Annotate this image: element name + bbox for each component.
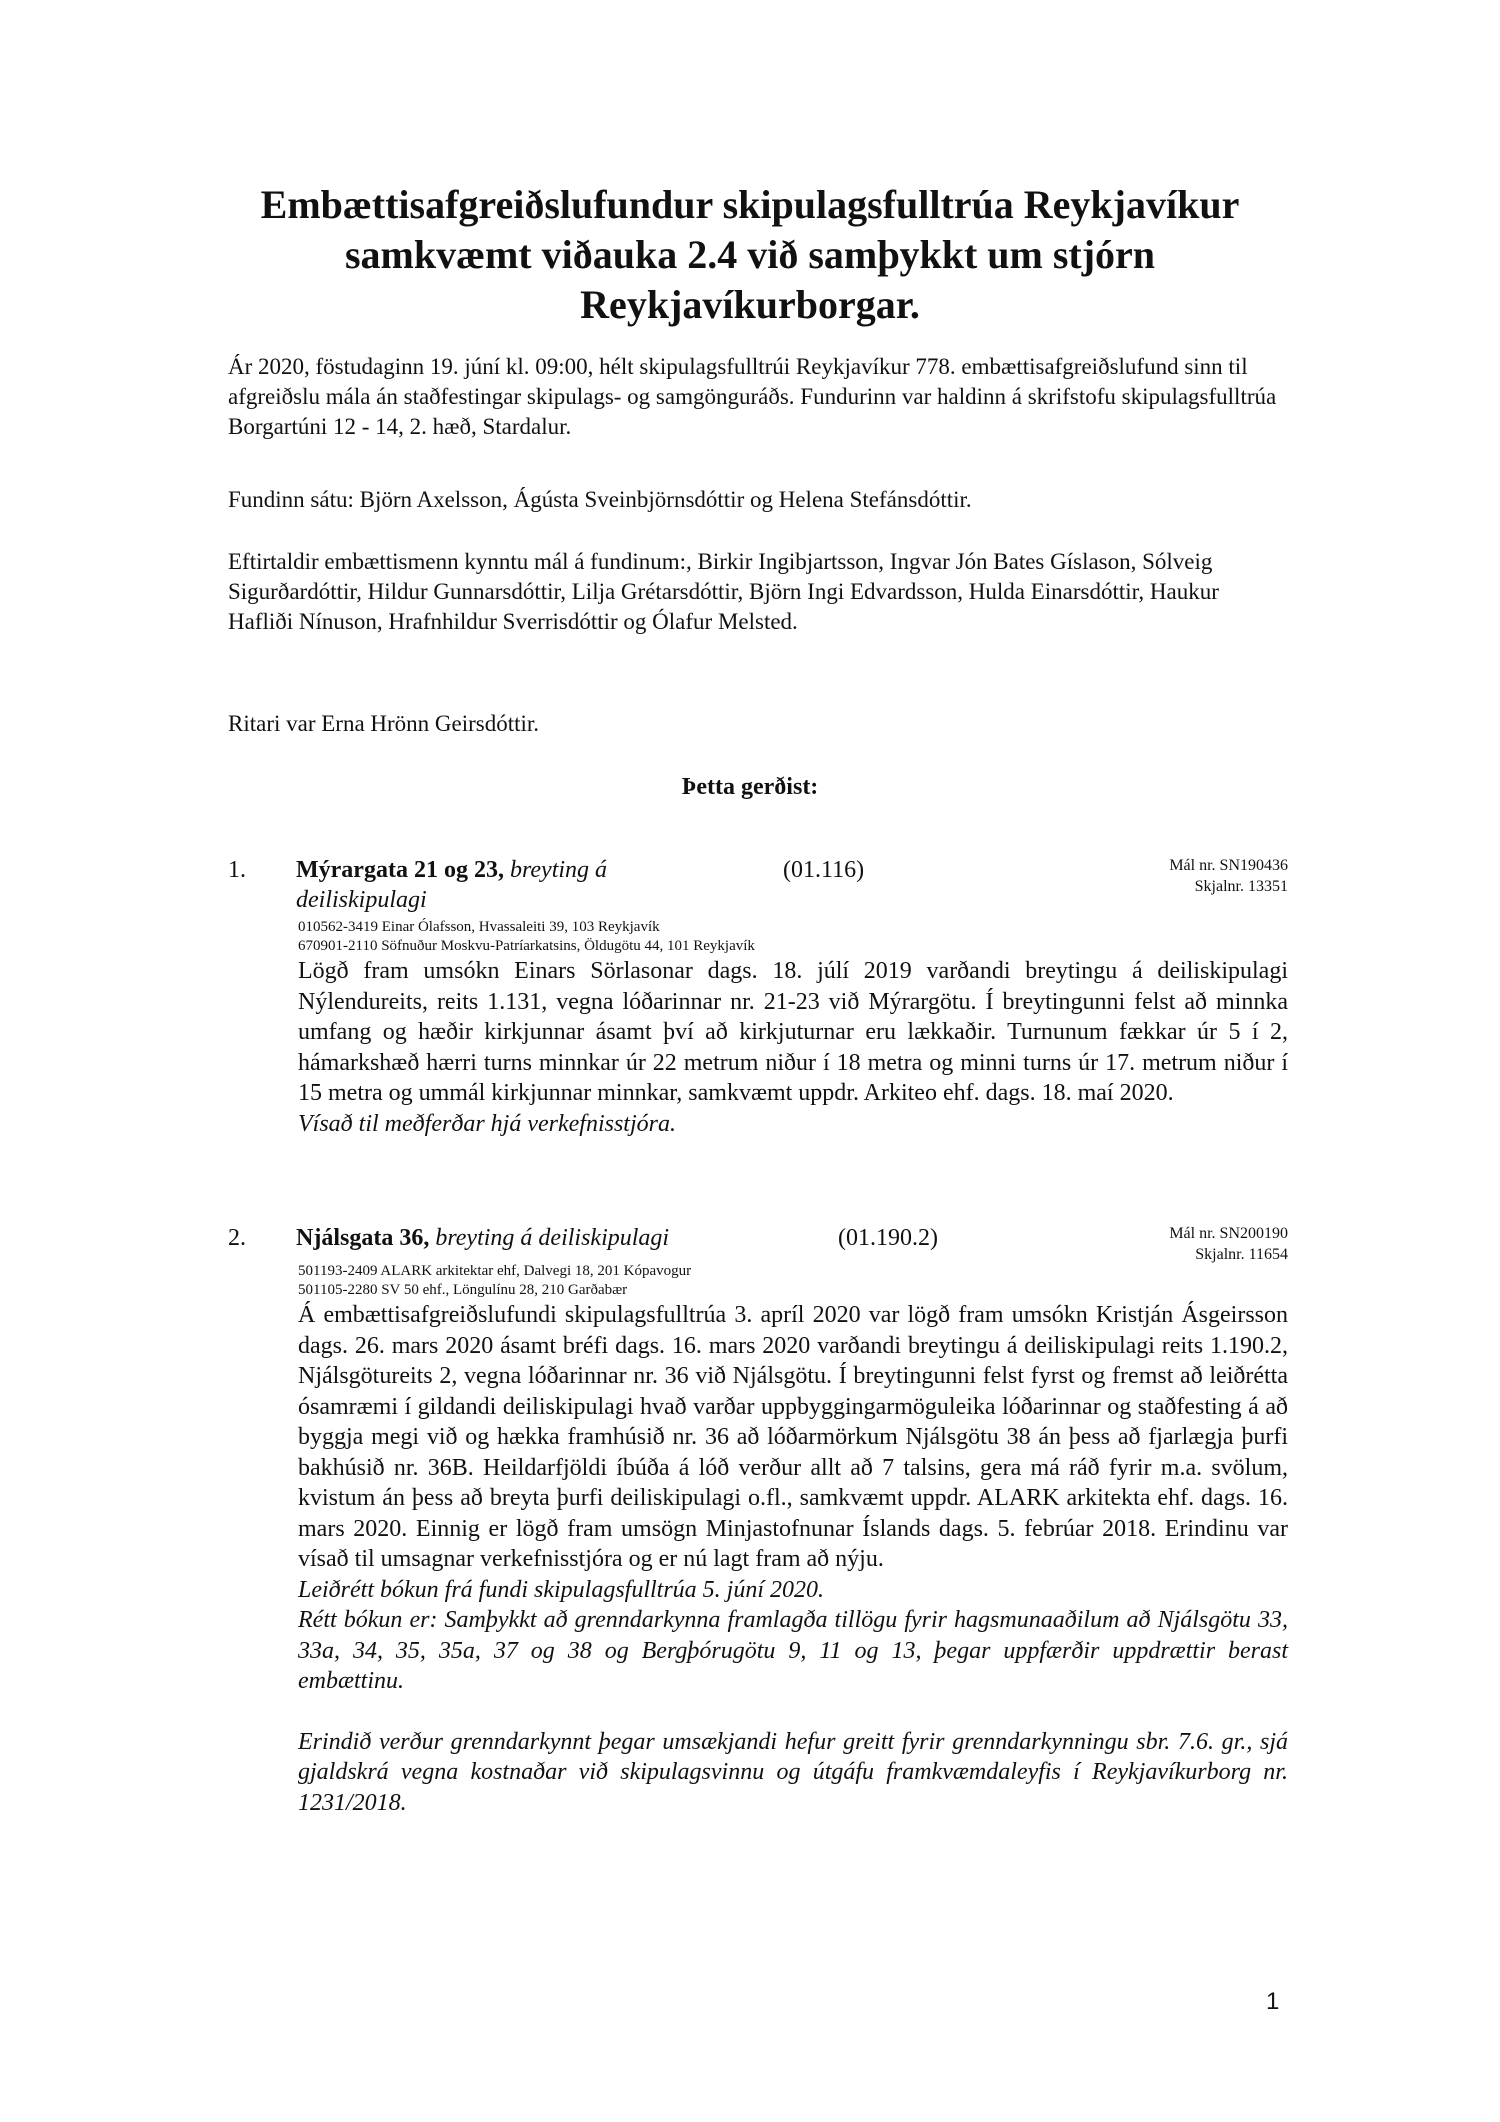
applicant-line: 501193-2409 ALARK arkitektar ehf, Dalvegi 18, 201 Kópavogur <box>298 1263 692 1279</box>
case-number-ref: Mál nr. SN200190 <box>1169 1225 1288 1242</box>
applicant-line: 010562-3419 Einar Ólafsson, Hvassaleiti 39, 103 Reykjavík <box>298 919 660 935</box>
case-title <box>296 1223 756 1253</box>
case-decision: Vísað til meðferðar hjá verkefnisstjóra. <box>298 1110 676 1137</box>
title-line-3: Reykjavíkurborgar. <box>580 282 920 327</box>
case-title <box>296 855 656 915</box>
page-number: 1 <box>1266 1988 1280 2015</box>
case-body: Á embættisafgreiðslufundi skipulagsfulltrúa 3. apríl 2020 var lögð fram umsókn Kristján Ásgeirsson dags. 26. mars 2020 ásamt bréfi dags. 16. mars 2020 varðandi breytingu á deiliskipulagi reits 1.190.2, Njálsgötureits 2, vegna lóðarinnar nr. 36 við Njálsgötu. Í breytingunni felst fyrst og fremst að leiðrétta ósamræmi í gildandi deiliskipulagi hvað varðar uppbyggingarmöguleika lóðarinnar og staðfesting á að byggja megi við og hækka framhúsið nr. 36 að lóðarmörkum Njálsgötu 38 án þess að fjarlægja þurfi bakhúsið nr. 36B. Heildarfjöldi íbúða á lóð verður allt að 7 talsins, gera má ráð fyrir m.a. svölum, kvistum án þess að breyta þurfi deiliskipulagi o.fl., samkvæmt uppdr. ALARK arkitekta ehf. dags. 16. mars 2020. Einnig er lögð fram umsögn Minjastofnunar Íslands dags. 5. febrúar 2018. Erindinu var vísað til umsagnar verkefnisstjóra og er nú lagt fram að nýju. <box>298 1302 1288 1572</box>
title-line-2: samkvæmt viðauka 2.4 við samþykkt um stjórn <box>344 232 1156 277</box>
case-land-id: (01.190.2) <box>838 1225 938 1251</box>
case-address: Njálsgata 36, <box>296 1225 430 1251</box>
case-item <box>228 1223 1288 1818</box>
case-correction: Leiðrétt bókun frá fundi skipulagsfulltrúa 5. júní 2020. <box>298 1576 825 1603</box>
case-subject: breyting á deiliskipulagi <box>296 857 608 913</box>
secretary-paragraph: Ritari var Erna Hrönn Geirsdóttir. <box>228 711 540 736</box>
case-decision: Erindið verður grenndarkynnt þegar umsækjandi hefur greitt fyrir grenndarkynningu sbr. 7.6. gr., sjá gjaldskrá vegna kostnaðar við skipulagsvinnu og útgáfu framkvæmdaleyfis í Reykjavíkurborg nr. 1231/2018. <box>298 1728 1288 1816</box>
case-document-ref: Skjalnr. 13351 <box>1194 878 1288 895</box>
document-title <box>200 180 1300 330</box>
case-header <box>228 855 1288 915</box>
case-header <box>228 1223 1288 1263</box>
attendees-paragraph: Fundinn sátu: Björn Axelsson, Ágústa Sveinbjörnsdóttir og Helena Stefánsdóttir. <box>228 487 972 512</box>
case-subject: breyting á deiliskipulagi <box>435 1225 670 1251</box>
case-number: 1. <box>228 857 246 883</box>
case-number-ref: Mál nr. SN190436 <box>1169 857 1288 874</box>
applicant-list <box>298 1262 1288 1300</box>
case-number: 2. <box>228 1225 246 1251</box>
case-item <box>228 855 1288 1139</box>
case-document-ref: Skjalnr. 11654 <box>1195 1246 1288 1263</box>
applicant-line: 501105-2280 SV 50 ehf., Löngulínu 28, 210 Garðabær <box>298 1282 628 1298</box>
case-body: Lögð fram umsókn Einars Sörlasonar dags. 18. júlí 2019 varðandi breytingu á deiliskipulagi Nýlendureits, reits 1.131, vegna lóðarinnar nr. 21-23 við Mýrargötu. Í breytingunni felst að minnka umfang og hæðir kirkjunnar ásamt því að kirkjuturnar eru lækkaðir. Turnunum fækkar úr 5 í 2, hámarkshæð hærri turns minnkar úr 22 metrum niður í 18 metra og minni turns úr 17. metrum niður í 15 metra og ummál kirkjunnar minnkar, samkvæmt uppdr. Arkiteo ehf. dags. 18. maí 2020. <box>298 958 1288 1106</box>
case-meta <box>1169 1223 1288 1265</box>
applicant-line: 670901-2110 Söfnuður Moskvu-Patríarkatsins, Öldugötu 44, 101 Reykjavík <box>298 938 755 954</box>
case-meta <box>1169 855 1288 897</box>
section-heading: Þetta gerðist: <box>681 774 819 800</box>
applicant-list <box>298 918 1288 956</box>
paragraph-gap <box>228 1697 1288 1727</box>
officials-paragraph: Eftirtaldir embættismenn kynntu mál á fundinum:, Birkir Ingibjartsson, Ingvar Jón Bates Gíslason, Sólveig Sigurðardóttir, Hildur Gunnarsdóttir, Lilja Grétarsdóttir, Björn Ingi Edvardsson, Hulda Einarsdóttir, Haukur Hafliði Nínuson, Hrafnhildur Sverrisdóttir og Ólafur Melsted. <box>228 549 1219 634</box>
case-land-id: (01.116) <box>783 857 865 883</box>
case-correct-entry: Rétt bókun er: Samþykkt að grenndarkynna framlagða tillögu fyrir hagsmunaaðilum að Njálsgötu 33, 33a, 34, 35, 35a, 37 og 38 og Bergþórugötu 9, 11 og 13, þegar uppfærðir uppdrættir berast embættinu. <box>298 1607 1288 1694</box>
case-address: Mýrargata 21 og 23, <box>296 857 504 883</box>
title-line-1: Embættisafgreiðslufundur skipulagsfulltrúa Reykjavíkur <box>260 182 1240 227</box>
meeting-paragraph: Ár 2020, föstudaginn 19. júní kl. 09:00, hélt skipulagsfulltrúi Reykjavíkur 778. embættisafgreiðslufund sinn til afgreiðslu mála án staðfestingar skipulags- og samgönguráðs. Fundurinn var haldinn á skrifstofu skipulagsfulltrúa Borgartúni 12 - 14, 2. hæð, Stardalur. <box>228 354 1277 439</box>
